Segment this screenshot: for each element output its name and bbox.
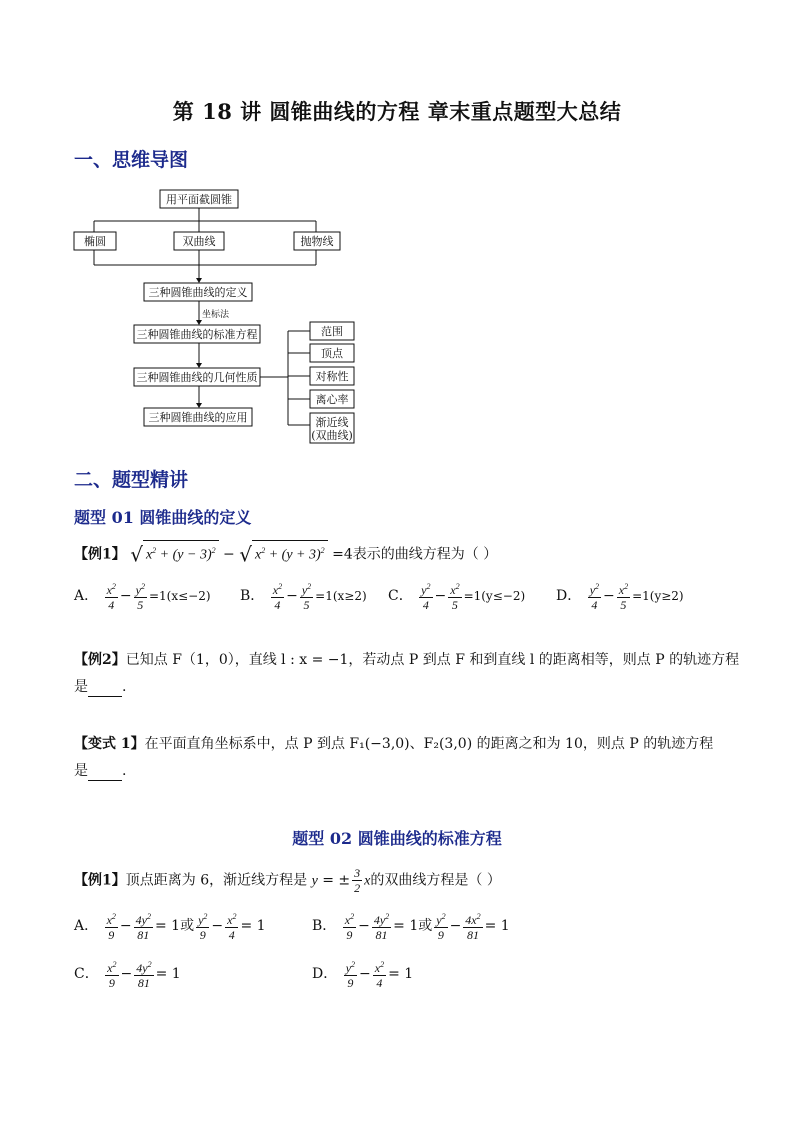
- mm-prop-vertex: 顶点: [321, 347, 343, 360]
- mm-prop-range: 范围: [321, 325, 343, 338]
- mm-coord-label: 坐标法: [202, 310, 230, 320]
- mm-prop-eccentricity: 离心率: [315, 393, 349, 406]
- var1-line1: 【变式 1】在平面直角坐标系中，点 P 到点 F₁(−3,0)、F₂(3,0) 的距离之和为 10，则点 P 的轨迹方程: [74, 736, 714, 752]
- ex1-tag: 【例1】: [74, 546, 126, 563]
- ex1-eq-rhs: =4: [332, 546, 353, 563]
- var1-line2: 是 .: [74, 763, 127, 779]
- ex3-option-b[interactable]: B． $\frac{x^2}{9}$ − $\frac{4y^2}{81}$ = 1或 $\frac{y^2}{9}$ − $\frac{4x^2}{81}$ = 1: [312, 912, 510, 942]
- mm-standard: 三种圆锥曲线的标准方程: [136, 328, 258, 341]
- mm-prop-asymptote-note: (双曲线): [311, 429, 353, 442]
- mm-root: 用平面截圆锥: [166, 193, 232, 206]
- ex1-tail: 表示的曲线方程为（ ）: [352, 546, 498, 563]
- page-title: 第 18 讲 圆锥曲线的方程 章末重点题型大总结: [172, 99, 622, 124]
- mm-center: 双曲线: [182, 235, 216, 248]
- ex1-sqrt2: $x^2 + (y + 3)^2$: [252, 540, 328, 566]
- ex2-answer-blank[interactable]: [88, 682, 122, 697]
- ex1-option-b[interactable]: B． $\frac{x^2}{4}$ − $\frac{y^2}{5}$ =1(x≥2): [240, 582, 367, 612]
- section-heading-types: 二、题型精讲: [74, 469, 189, 491]
- ex3-option-a[interactable]: A． $\frac{x^2}{9}$ − $\frac{4y^2}{81}$ = 1或 $\frac{y^2}{9}$ − $\frac{x^2}{4}$ = 1: [74, 912, 266, 942]
- mind-map-diagram: [70, 185, 370, 450]
- mm-right: 抛物线: [300, 235, 334, 248]
- ex3-option-c[interactable]: C． $\frac{x^2}{9}$ − $\frac{4y^2}{81}$ = 1: [74, 960, 181, 990]
- ex1-option-c[interactable]: C． $\frac{y^2}{4}$ − $\frac{x^2}{5}$ =1(y≤−2): [388, 582, 526, 612]
- var1-answer-blank[interactable]: [88, 766, 122, 781]
- ex1-option-a[interactable]: A． $\frac{x^2}{4}$ − $\frac{y^2}{5}$ =1(x≤−2): [74, 582, 211, 612]
- ex1-question: 【例1】 √ $x^2 + (y - 3)^2$ − √ $x^2 + (y + 3)^2 =4$表示的曲线方程为（ ）: [74, 540, 497, 566]
- mm-geometry: 三种圆锥曲线的几何性质: [136, 371, 258, 384]
- type02-heading: 题型 02 圆锥曲线的标准方程: [292, 829, 502, 848]
- ex2-line1: 【例2】已知点 F（1，0），直线 l : x = −1，若动点 P 到点 F 和到直线 l 的距离相等，则点 P 的轨迹方程: [74, 652, 740, 668]
- mm-definition: 三种圆锥曲线的定义: [148, 286, 248, 299]
- ex3-question: 【例1】顶点距离为 6，渐近线方程是 y = ± $\frac{3}{2}$ x的双曲线方程是（ ）: [74, 866, 501, 895]
- section-heading-mindmap: 一、思维导图: [74, 149, 189, 171]
- type01-heading: 题型 01 圆锥曲线的定义: [74, 508, 252, 527]
- ex2-line2: 是 .: [74, 679, 127, 695]
- ex3-option-d[interactable]: D． $\frac{y^2}{9}$ − $\frac{x^2}{4}$ = 1: [312, 960, 414, 990]
- ex1-sqrt1: $x^2 + (y - 3)^2$: [143, 540, 219, 566]
- mm-left: 椭圆: [84, 235, 106, 248]
- mm-prop-asymptote: 渐近线: [315, 416, 349, 429]
- mm-prop-symmetry: 对称性: [315, 370, 349, 383]
- mm-application: 三种圆锥曲线的应用: [148, 411, 248, 424]
- ex1-option-d[interactable]: D． $\frac{y^2}{4}$ − $\frac{x^2}{5}$ =1(y≥2): [556, 582, 684, 612]
